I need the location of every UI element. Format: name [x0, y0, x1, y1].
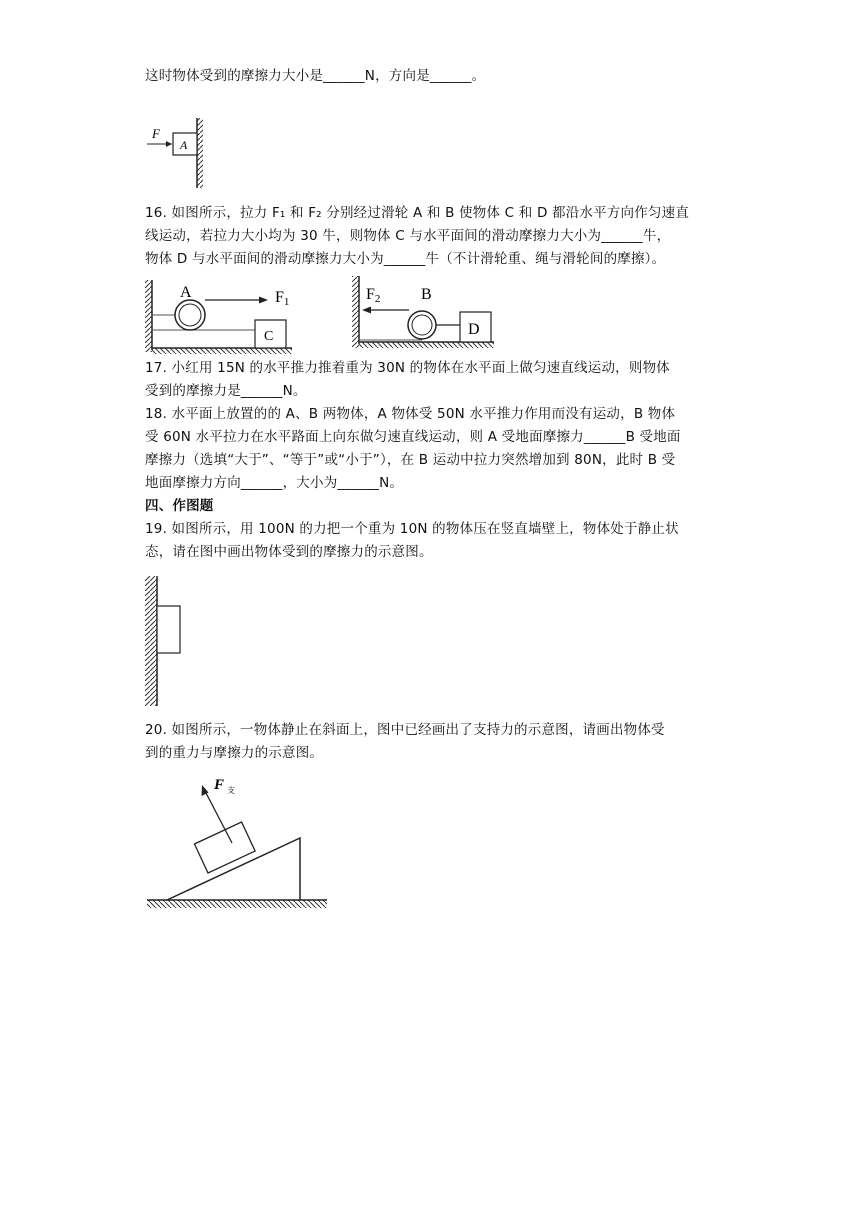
- q18-line-3: 摩擦力（选填“大于”、“等于”或“小于”），在 B 运动中拉力突然增加到 80N，此时 B 受: [145, 452, 676, 468]
- force-f2-label: F2: [366, 286, 381, 305]
- force-f1-label: F1: [275, 289, 290, 308]
- wall-hatch: [197, 118, 203, 188]
- figure-16-left-pulley-a: [145, 278, 295, 354]
- q16-line-1: 16. 如图所示，拉力 F₁ 和 F₂ 分别经过滑轮 A 和 B 使物体 C 和 D 都沿水平方向作匀速直: [145, 205, 690, 221]
- figure-19-block-wall: [145, 576, 195, 706]
- figure-15-block-wall: [145, 118, 215, 188]
- q19-line-2: 态，请在图中画出物体受到的摩擦力的示意图。: [145, 544, 433, 560]
- q20-line-2: 到的重力与摩擦力的示意图。: [145, 745, 324, 761]
- pulley-a-label: A: [180, 284, 192, 301]
- q18-line-2: 受 60N 水平拉力在水平路面上向东做匀速直线运动，则 A 受地面摩擦力______B 受地面: [145, 429, 681, 445]
- figure-16-right-pulley-b: [352, 272, 497, 348]
- wall-hatch: [145, 576, 157, 706]
- right-wall-hatch: [352, 276, 359, 348]
- force-f-label: F: [152, 126, 160, 141]
- q19-line-1: 19. 如图所示，用 100N 的力把一个重为 10N 的物体压在竖直墙壁上，物体处于静止状: [145, 521, 679, 537]
- q16-line-2: 线运动，若拉力大小均为 30 牛，则物体 C 与水平面间的滑动摩擦力大小为______牛，: [145, 228, 671, 244]
- section-heading-drawing: 四、作图题: [145, 498, 214, 514]
- support-force-label: F $_支$: [214, 777, 236, 795]
- block-d-label: D: [468, 321, 480, 338]
- ground-hatch: [152, 348, 292, 354]
- pulley-b-label: B: [421, 286, 432, 303]
- ground-hatch: [359, 342, 494, 348]
- q15-tail-line: 这时物体受到的摩擦力大小是______N，方向是______。: [145, 68, 486, 84]
- q18-line-4: 地面摩擦力方向______，大小为______N。: [145, 475, 404, 491]
- left-wall-hatch: [145, 280, 152, 352]
- block: [157, 606, 180, 653]
- figure-20-incline: [145, 772, 330, 912]
- ground-hatch: [147, 900, 327, 908]
- q16-line-3: 物体 D 与水平面间的滑动摩擦力大小为______牛（不计滑轮重、绳与滑轮间的摩擦）。: [145, 251, 666, 267]
- q18-line-1: 18. 水平面上放置的的 A、B 两物体，A 物体受 50N 水平推力作用而没有运动，B 物体: [145, 406, 676, 422]
- q20-line-1: 20. 如图所示，一物体静止在斜面上，图中已经画出了支持力的示意图，请画出物体受: [145, 722, 665, 738]
- block-c-label: C: [264, 329, 274, 344]
- q17-line-1: 17. 小红用 15N 的水平推力推着重为 30N 的物体在水平面上做匀速直线运动，则物体: [145, 360, 670, 376]
- block-a-label: A: [180, 138, 188, 152]
- q17-line-2: 受到的摩擦力是______N。: [145, 383, 307, 399]
